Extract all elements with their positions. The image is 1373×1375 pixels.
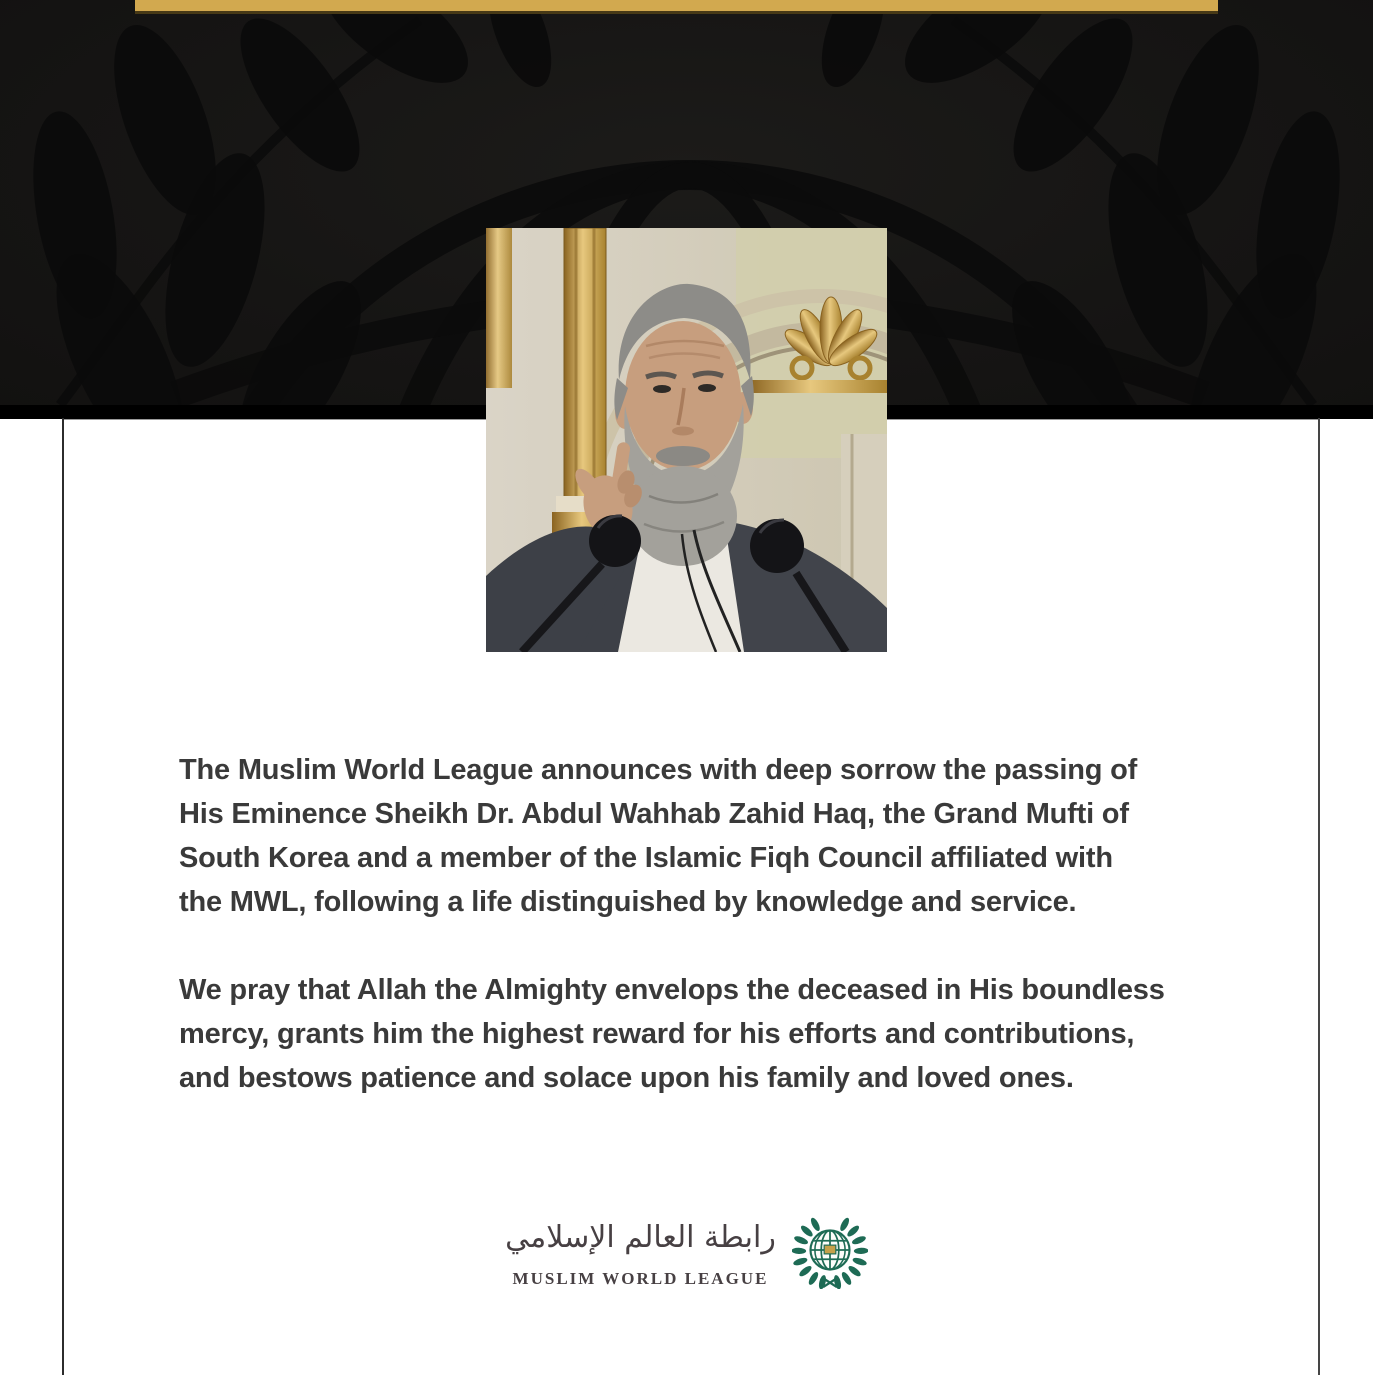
mwl-logo xyxy=(0,1210,1373,1289)
mwl-logo-text xyxy=(505,1210,776,1289)
mwl-arabic-logotype: رابطة العالم الإسلامي xyxy=(505,1220,776,1255)
mwl-emblem-icon xyxy=(792,1211,868,1289)
announcement-paragraph-1: The Muslim World League announces with deep sorrow the passing of His Eminence Sheikh Dr. Abdul Wahhab Zahid Haq, the Grand Mufti of South Korea and a member of the Islamic Fiqh Council affiliated with the MWL, following a life distinguished by knowledge and service. xyxy=(179,754,1138,918)
gold-accent-bar xyxy=(135,0,1218,14)
portrait-photo xyxy=(486,228,887,652)
announcement-paragraph-2: We pray that Allah the Almighty envelops the deceased in His boundless mercy, grants him the highest reward for his efforts and contributions, and bestows patience and solace upon his family and loved ones. xyxy=(179,974,1165,1094)
announcement-text xyxy=(179,748,1239,1100)
mwl-english-logotype: MUSLIM WORLD LEAGUE xyxy=(512,1269,769,1288)
